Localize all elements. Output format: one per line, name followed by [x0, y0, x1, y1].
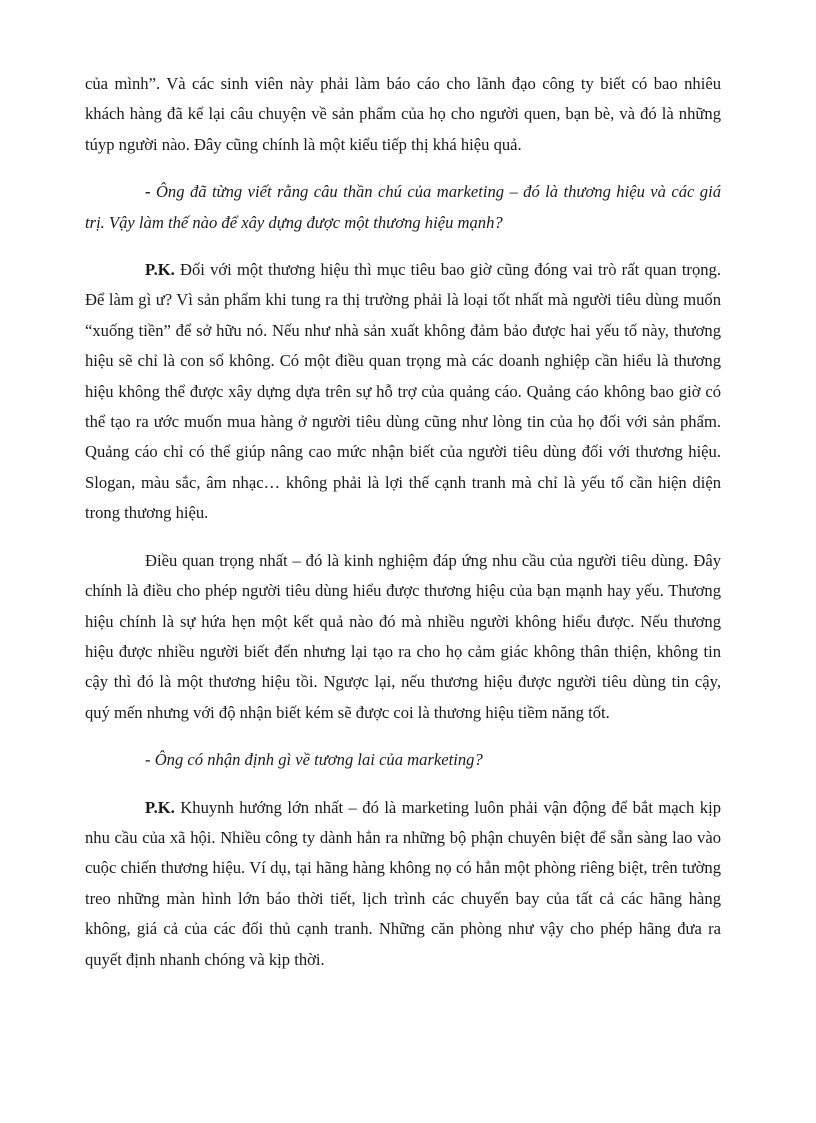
- question-text: Ông đã từng viết rằng câu thần chú của marketing – đó là thương hiệu và các giá trị. Vậy làm thế nào để xây dựng được một thương hiệu mạnh?: [85, 182, 721, 232]
- answer-text: Khuynh hướng lớn nhất – đó là marketing luôn phải vận động để bắt mạch kịp nhu cầu của xã hội. Nhiều công ty dành hẳn ra những bộ phận chuyên biệt để sẵn sàng lao vào cuộc chiến thương hiệu. Ví dụ, tại hãng hàng không nọ có hẳn một phòng riêng biệt, trên tường treo những màn hình lớn báo thời tiết, lịch trình các chuyến bay của tất cả các hãng hàng không, giá cả của các đối thủ cạnh tranh. Những căn phòng như vậy cho phép hãng đưa ra quyết định nhanh chóng và kịp thời.: [85, 797, 721, 969]
- question-dash: -: [145, 182, 151, 202]
- question-text: Ông có nhận định gì về tương lai của marketing?: [154, 750, 483, 770]
- interview-question-brand: [85, 177, 721, 238]
- question-dash: -: [145, 750, 151, 770]
- interview-answer-future: [85, 793, 721, 975]
- speaker-label: P.K.: [145, 260, 175, 280]
- interview-answer-brand: [85, 255, 721, 529]
- document-page: [85, 69, 721, 975]
- interview-question-future: [85, 745, 721, 775]
- paragraph-intro-continuation: của mình”. Và các sinh viên này phải làm báo cáo cho lãnh đạo công ty biết có bao nhiêu khách hàng đã kể lại câu chuyện về sản phẩm của họ cho người quen, bạn bè, và đó là những túyp người nào. Đây cũng chính là một kiểu tiếp thị khá hiệu quả.: [85, 74, 721, 154]
- answer-text: Đối với một thương hiệu thì mục tiêu bao giờ cũng đóng vai trò rất quan trọng. Để làm gì ư? Vì sản phẩm khi tung ra thị trường phải là loại tốt nhất mà người tiêu dùng muốn “xuống tiền” để sở hữu nó. Nếu như nhà sản xuất không đảm bảo được hai yếu tố này, thương hiệu sẽ chỉ là con số không. Có một điều quan trọng mà các doanh nghiệp cần hiểu là thương hiệu không thể được xây dựng dựa trên sự hỗ trợ của quảng cáo. Quảng cáo không bao giờ có thể tạo ra ước muốn mua hàng ở người tiêu dùng cũng như lòng tin của họ đối với sản phẩm. Quảng cáo chỉ có thể giúp nâng cao mức nhận biết của người tiêu dùng đối với thương hiệu. Slogan, màu sắc, âm nhạc… không phải là lợi thế cạnh tranh mà chỉ là yếu tố cần hiện diện trong thương hiệu.: [85, 260, 721, 523]
- paragraph-consumer-experience: Điều quan trọng nhất – đó là kinh nghiệm đáp ứng nhu cầu của người tiêu dùng. Đây chính là điều cho phép người tiêu dùng hiểu được thương hiệu của bạn mạnh hay yếu. Thương hiệu chính là sự hứa hẹn một kết quả nào đó mà nhiều người không hiểu được. Nếu thương hiệu được nhiều người biết đến nhưng lại tạo ra cho họ cảm giác không thân thiện, không tin cậy thì đó là một thương hiệu tồi. Ngược lại, nếu thương hiệu được người tiêu dùng tin cậy, quý mến nhưng với độ nhận biết kém sẽ được coi là thương hiệu tiềm năng tốt.: [85, 550, 721, 722]
- speaker-label: P.K.: [145, 797, 175, 817]
